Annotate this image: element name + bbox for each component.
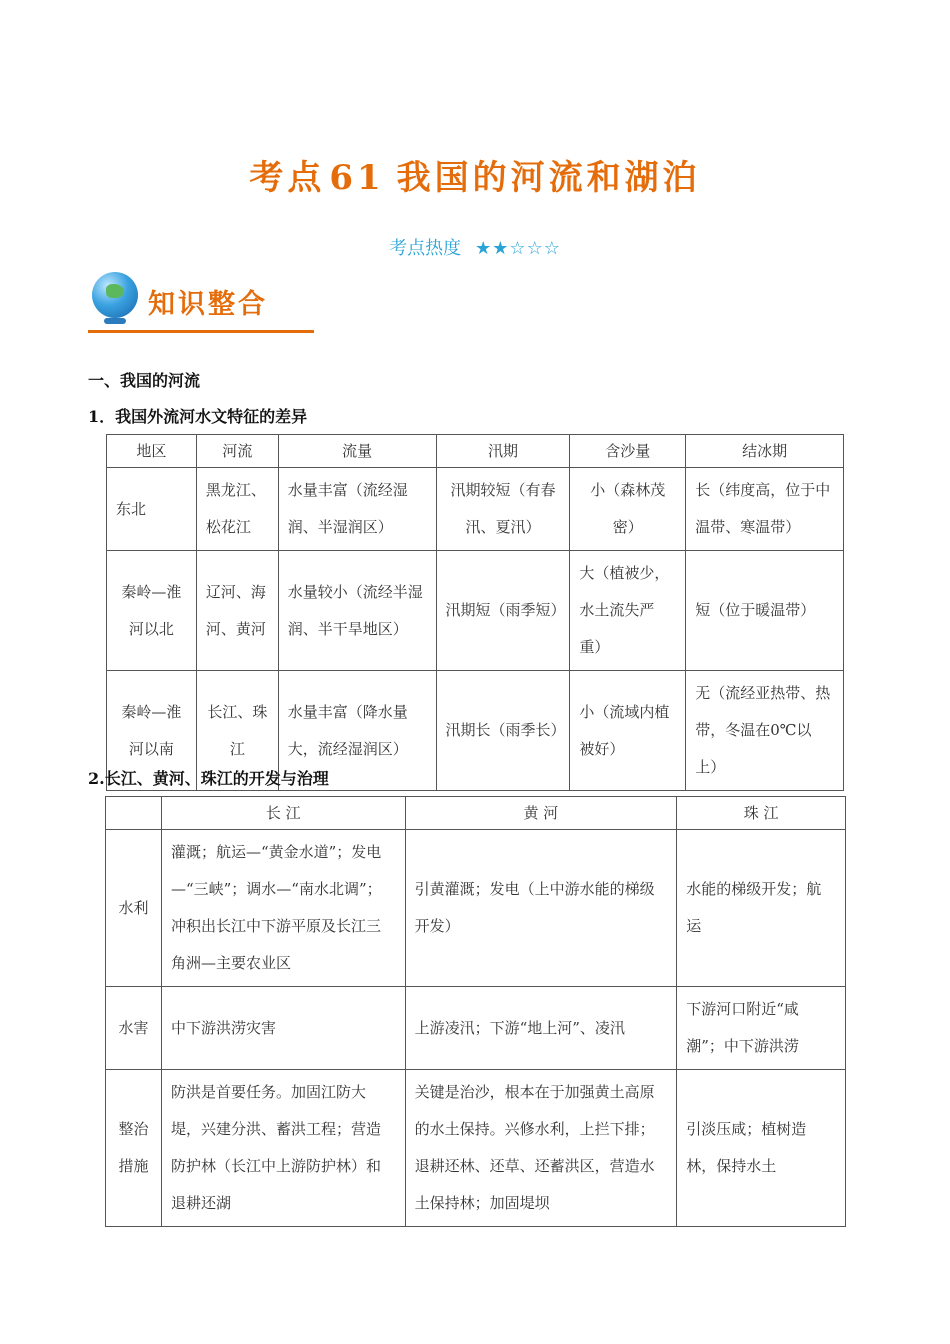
section-heading-rivers: 一、我国的河流 xyxy=(88,371,201,390)
table-cell: 整治措施 xyxy=(106,1070,162,1227)
table-header-cell: 河流 xyxy=(196,435,278,468)
table-cell: 大（植被少，水土流失严重） xyxy=(570,551,686,671)
knowledge-banner xyxy=(88,268,318,338)
table-cell: 秦岭—淮河以南 xyxy=(107,671,197,791)
globe-icon xyxy=(92,272,138,318)
table-header-cell: 流量 xyxy=(278,435,436,468)
table-header-row xyxy=(106,797,846,830)
hydrology-table xyxy=(106,434,844,791)
banner-underline xyxy=(88,330,314,333)
table-cell: 水利 xyxy=(106,830,162,987)
table-cell: 灌溉；航运—“黄金水道”；发电—“三峡”；调水—“南水北调”；冲积出长江中下游平原及长江三角洲—主要农业区 xyxy=(161,830,405,987)
table-cell: 关键是治沙，根本在于加强黄土高原的水土保持。兴修水利，上拦下排；退耕还林、还草、还蓄洪区，营造水土保持林；加固堤坝 xyxy=(405,1070,677,1227)
table-cell: 小（流域内植被好） xyxy=(570,671,686,791)
table-cell: 黑龙江、松花江 xyxy=(196,468,278,551)
section-heading-hydrology: 1．我国外流河水文特征的差异 xyxy=(88,407,308,426)
table-cell: 水害 xyxy=(106,987,162,1070)
table-header-cell: 汛期 xyxy=(436,435,570,468)
table-row xyxy=(106,830,846,987)
table-cell: 短（位于暖温带） xyxy=(686,551,844,671)
heat-line xyxy=(0,234,950,260)
table-cell: 下游河口附近“咸潮”；中下游洪涝 xyxy=(677,987,846,1070)
table-header-row xyxy=(107,435,844,468)
table-cell: 引黄灌溉；发电（上中游水能的梯级开发） xyxy=(405,830,677,987)
table-cell: 上游凌汛；下游“地上河”、凌汛 xyxy=(405,987,677,1070)
table-header-cell: 含沙量 xyxy=(570,435,686,468)
page-title xyxy=(0,150,950,199)
table-row xyxy=(106,1070,846,1227)
table-cell: 水量较小（流经半湿润、半干旱地区） xyxy=(278,551,436,671)
table-cell: 秦岭—淮河以北 xyxy=(107,551,197,671)
table-cell: 东北 xyxy=(107,468,197,551)
section-heading-development: 2.长江、黄河、珠江的开发与治理 xyxy=(88,769,329,788)
table-header-cell: 长 江 xyxy=(161,797,405,830)
table-cell: 引淡压咸；植树造林，保持水土 xyxy=(677,1070,846,1227)
table-header-cell: 结冰期 xyxy=(686,435,844,468)
title-number: 61 xyxy=(329,158,385,198)
table-cell: 汛期长（雨季长） xyxy=(436,671,570,791)
heat-stars: ★★☆☆☆ xyxy=(475,238,561,259)
table-cell: 无（流经亚热带、热带，冬温在0℃以上） xyxy=(686,671,844,791)
table-cell: 汛期较短（有春汛、夏汛） xyxy=(436,468,570,551)
table-cell: 水能的梯级开发；航运 xyxy=(677,830,846,987)
table-header-cell: 地区 xyxy=(107,435,197,468)
table-cell: 小（森林茂密） xyxy=(570,468,686,551)
table-cell: 辽河、海河、黄河 xyxy=(196,551,278,671)
heat-label: 考点热度 xyxy=(389,238,462,259)
table-row xyxy=(107,551,844,671)
table-cell: 水量丰富（降水量大，流经湿润区） xyxy=(278,671,436,791)
table-cell: 水量丰富（流经湿润、半湿润区） xyxy=(278,468,436,551)
table-cell: 汛期短（雨季短） xyxy=(436,551,570,671)
globe-stand xyxy=(104,318,126,324)
table-cell: 长江、珠江 xyxy=(196,671,278,791)
title-text: 我国的河流和湖泊 xyxy=(396,158,701,198)
table-cell: 防洪是首要任务。加固江防大堤，兴建分洪、蓄洪工程；营造防护林（长江中上游防护林）和退耕还湖 xyxy=(161,1070,405,1227)
title-prefix: 考点 xyxy=(249,158,326,198)
development-table xyxy=(105,796,846,1227)
table-header-cell: 珠 江 xyxy=(677,797,846,830)
banner-title: 知识整合 xyxy=(148,289,268,320)
table-cell: 长（纬度高，位于中温带、寒温带） xyxy=(686,468,844,551)
table-row xyxy=(106,987,846,1070)
table-header-cell: 黄 河 xyxy=(405,797,677,830)
table-cell: 中下游洪涝灾害 xyxy=(161,987,405,1070)
table-row xyxy=(107,468,844,551)
table-header-cell xyxy=(106,797,162,830)
